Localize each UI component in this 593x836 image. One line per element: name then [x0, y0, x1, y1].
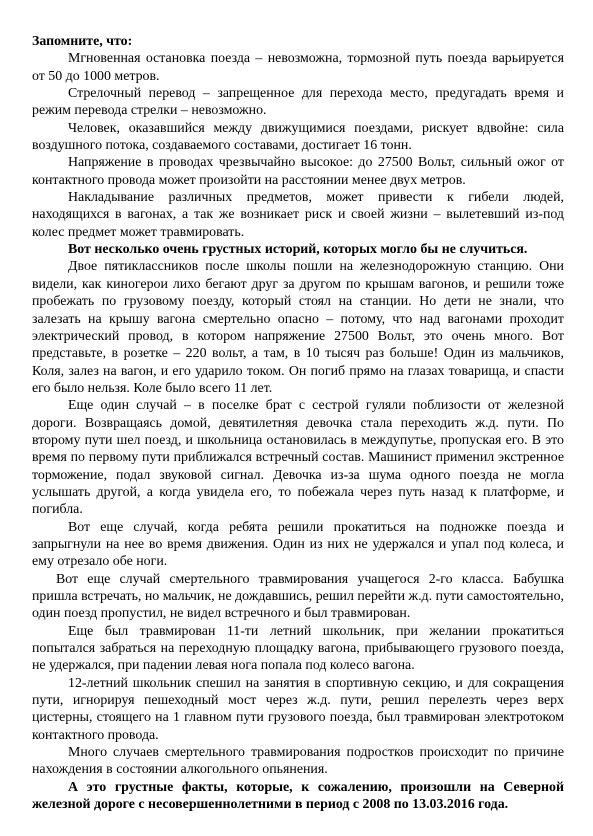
fact-paragraph: Напряжение в проводах чрезвычайно высокое: до 27500 Вольт, сильный ожог от контактного провода может произойти на расстоянии менее двух метров. [32, 155, 564, 188]
story-paragraph: Вот еще случай, когда ребята решили прокатиться на подножке поезда и запрыгнули на нее во время движения. Один из них не удержался и упал под колеса, и ему отрезало обе ноги. [32, 519, 564, 570]
story-paragraph: Еще был травмирован 11-ти летний школьник, при желании прокатиться попытался забраться на переходную площадку вагона, прибывающего грузового поезда, не удержался, при падении левая нога попала под колесо вагона. [32, 623, 564, 674]
story-paragraph: 12-летний школьник спешил на занятия в спортивную секцию, и для сокращения пути, игнорируя пешеходный мост через ж.д. пути, решил перелезть через верх цистерны, стоящего на 1 главном пути грузового поезда, был травмирован электротоком контактного провода. [32, 675, 564, 743]
fact-paragraph: Мгновенная остановка поезда – невозможна, тормозной путь поезда варьируется от 50 до 1000 метров. [32, 51, 564, 84]
story-paragraph: Еще один случай – в поселке брат с сестрой гуляли поблизости от железной дороги. Возвращаясь домой, девятилетняя девочка стала переходить ж.д. пути. По второму пути шел поезд, и школьница остановилась в междупутье, пропуская его. В это время по первому пути приближался встречный состав. Машинист применил экстренное торможение, подал звуковой сигнал. Девочка из-за шума одного поезда не могла услышать другой, а когда увидела его, то побежала через путь назад к платформе, и погибла. [32, 398, 564, 518]
fact-paragraph: Человек, оказавшийся между движущимися поездами, рискует вдвойне: сила воздушного потока, создаваемого составами, достигает 16 тонн. [32, 120, 564, 154]
document-page [32, 33, 564, 813]
stories-heading: Вот несколько очень грустных историй, которых могло бы не случиться. [68, 242, 528, 258]
story-paragraph: Двое пятиклассников после школы пошли на железнодорожную станцию. Они видели, как киногерои лихо бегают друг за другом по крышам вагонов, и решили тоже пробежать по грузовому поезду, который стоял на станции. Но дети не знали, что залезать на крышу вагона смертельно опасно – потому, что над вагонами проходит электрический провод, в котором напряжение 27500 Вольт, это очень много. Вот представьте, в розетке – 220 вольт, а там, в 10 тысяч раз больше! Один из мальчиков, Коля, залез на вагон, и его ударило током. Он погиб прямо на глазах товарища, и спасти его было нельзя. Коле было всего 11 лет. [32, 259, 564, 396]
fact-paragraph: Накладывание различных предметов, может привести к гибели людей, находящихся в вагонах, а так же возникает риск и своей жизни – вылетевший из-под колес предмет может травмировать. [32, 190, 564, 240]
story-paragraph: Вот еще случай смертельного травмирования учащегося 2-го класса. Бабушка пришла встречать, но мальчик, не дождавшись, решил перейти ж.д. пути самостоятельно, один поезд пропустил, не видел встречного и был травмирован. [32, 571, 564, 622]
page-heading: Запомните, что: [32, 34, 133, 49]
fact-paragraph: Стрелочный перевод – запрещенное для перехода место, предугадать время и режим перевода стрелки – невозможно. [32, 86, 564, 119]
story-paragraph: Много случаев смертельного травмирования подростков происходит по причине нахождения в состоянии алкогольного опьянения. [32, 745, 564, 778]
conclusion-paragraph: А это грустные факты, которые, к сожалению, произошли на Северной железной дороге с несовершеннолетними в период с 2008 по 13.03.2016 года. [32, 779, 564, 813]
